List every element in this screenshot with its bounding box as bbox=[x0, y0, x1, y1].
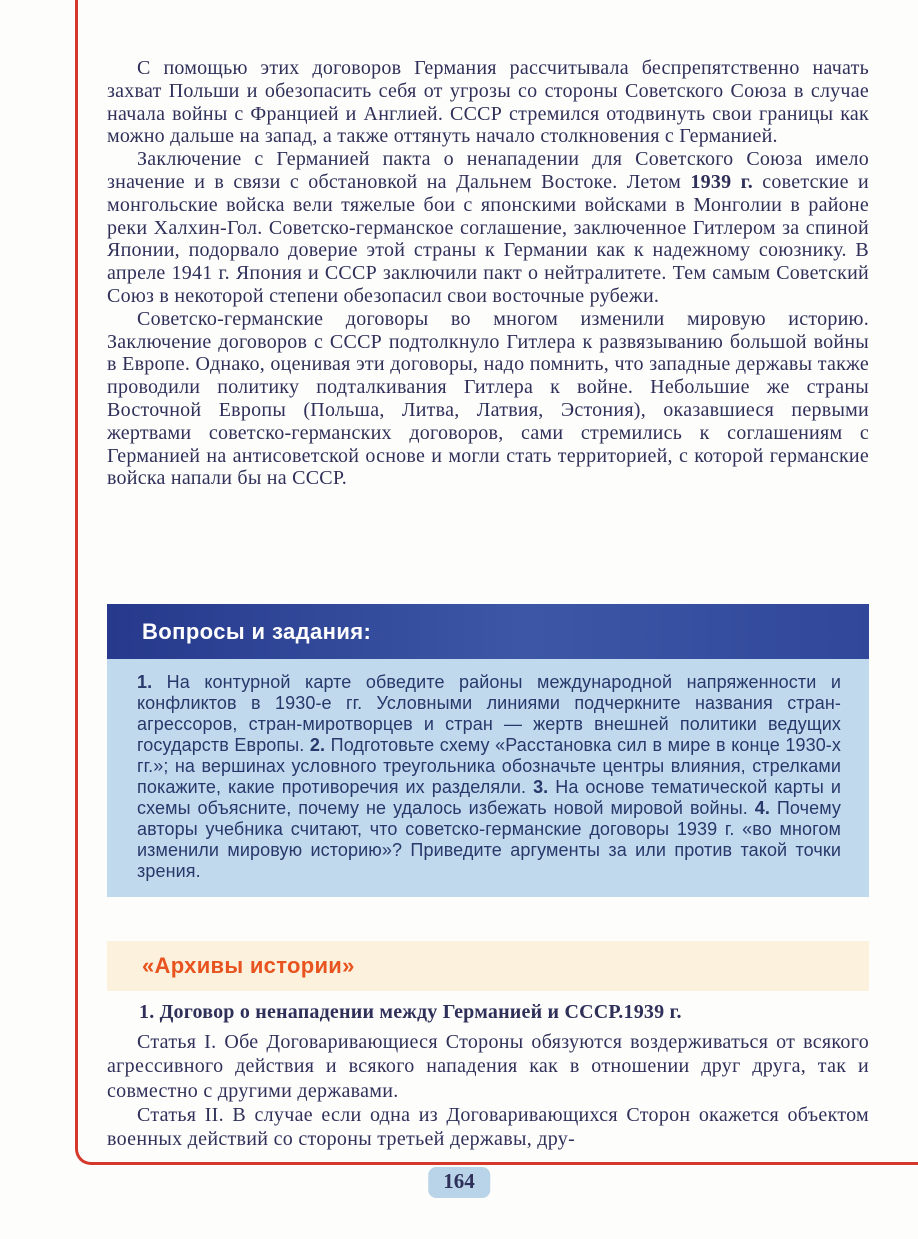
body-paragraph-2: Заключение с Германией пакта о ненападении для Советского Союза имело значение и в связи с обстановкой на Дальнем Востоке. Летом 1939 г. советские и монгольские войска вели тяжелые бои с японскими войсками в Монголии в районе реки Халхин-Гол. Советско-германское соглашение, заключенное Гитлером за спиной Японии, подорвало доверие этой страны к Германии как к надежному союзнику. В апреле 1941 г. Япония и СССР заключили пакт о нейтралитете. Тем самым Советский Союз в некоторой степени обезопасил свои восточные рубежи. bbox=[107, 148, 870, 307]
archive-article-2: Статья II. В случае если одна из Договаривающихся Сторон окажется объектом военных действий со стороны третьей державы, дру- bbox=[107, 1103, 869, 1151]
archives-header-title: «Архивы истории» bbox=[142, 953, 355, 978]
body-paragraph-1: С помощью этих договоров Германия рассчитывала беспрепятственно начать захват Польши и обезопасить себя от угрозы со стороны Советского Союза в случае начала войны с Францией и Англией. СССР стремился отодвинуть свои границы как можно дальше на запад, а также оттянуть начало столкновения с Германией. bbox=[107, 57, 869, 148]
questions-header-bar bbox=[107, 604, 869, 659]
questions-box bbox=[107, 659, 869, 897]
questions-header-title: Вопросы и задания: bbox=[142, 618, 372, 644]
page-number: 164 bbox=[428, 1167, 490, 1198]
archive-document-title: 1. Договор о ненападении между Германией и СССР.1939 г. bbox=[139, 1001, 682, 1023]
archives-header-band bbox=[107, 941, 869, 991]
body-paragraph-3: Советско-германские договоры во многом изменили мировую историю. Заключение договоров с СССР подтолкнуло Гитлера к развязыванию большой войны в Европе. Однако, оценивая эти договоры, надо помнить, что западные державы также проводили политику подталкивания Гитлера к войне. Небольшие же страны Восточной Европы (Польша, Литва, Латвия, Эстония), оказавшиеся первыми жертвами советско-германских договоров, сами стремились к соглашениям с Германией на антисоветской основе и могли стать территорией, с которой германские войска напали бы на СССР. bbox=[107, 307, 869, 490]
archive-document bbox=[107, 1001, 869, 1151]
main-text-column bbox=[107, 57, 869, 490]
questions-text: 1. На контурной карте обведите районы международной напряженности и конфликтов в 1930-е гг. Условными линиями подчеркните названия стран-агрессоров, стран-миротворцев и стран — жертв внешней политики ведущих государств Европы. 2. Подготовьте схему «Расстановка сил в мире в конце 1930-х гг.»; на вершинах условного треугольника обозначьте центры влияния, стрелками покажите, какие противоречия их разделяли. 3. На основе тематической карты и схемы объясните, почему не удалось избежать новой мировой войны. 4. Почему авторы учебника считают, что советско-германские договоры 1939 г. «во многом изменили мировую историю»? Приведите аргументы за или против такой точки зрения. bbox=[137, 672, 842, 881]
archive-article-1: Статья I. Обе Договаривающиеся Стороны обязуются воздерживаться от всякого агрессивного действия и всякого нападения как в отношении друг друга, так и совместно с другими державами. bbox=[107, 1031, 869, 1102]
